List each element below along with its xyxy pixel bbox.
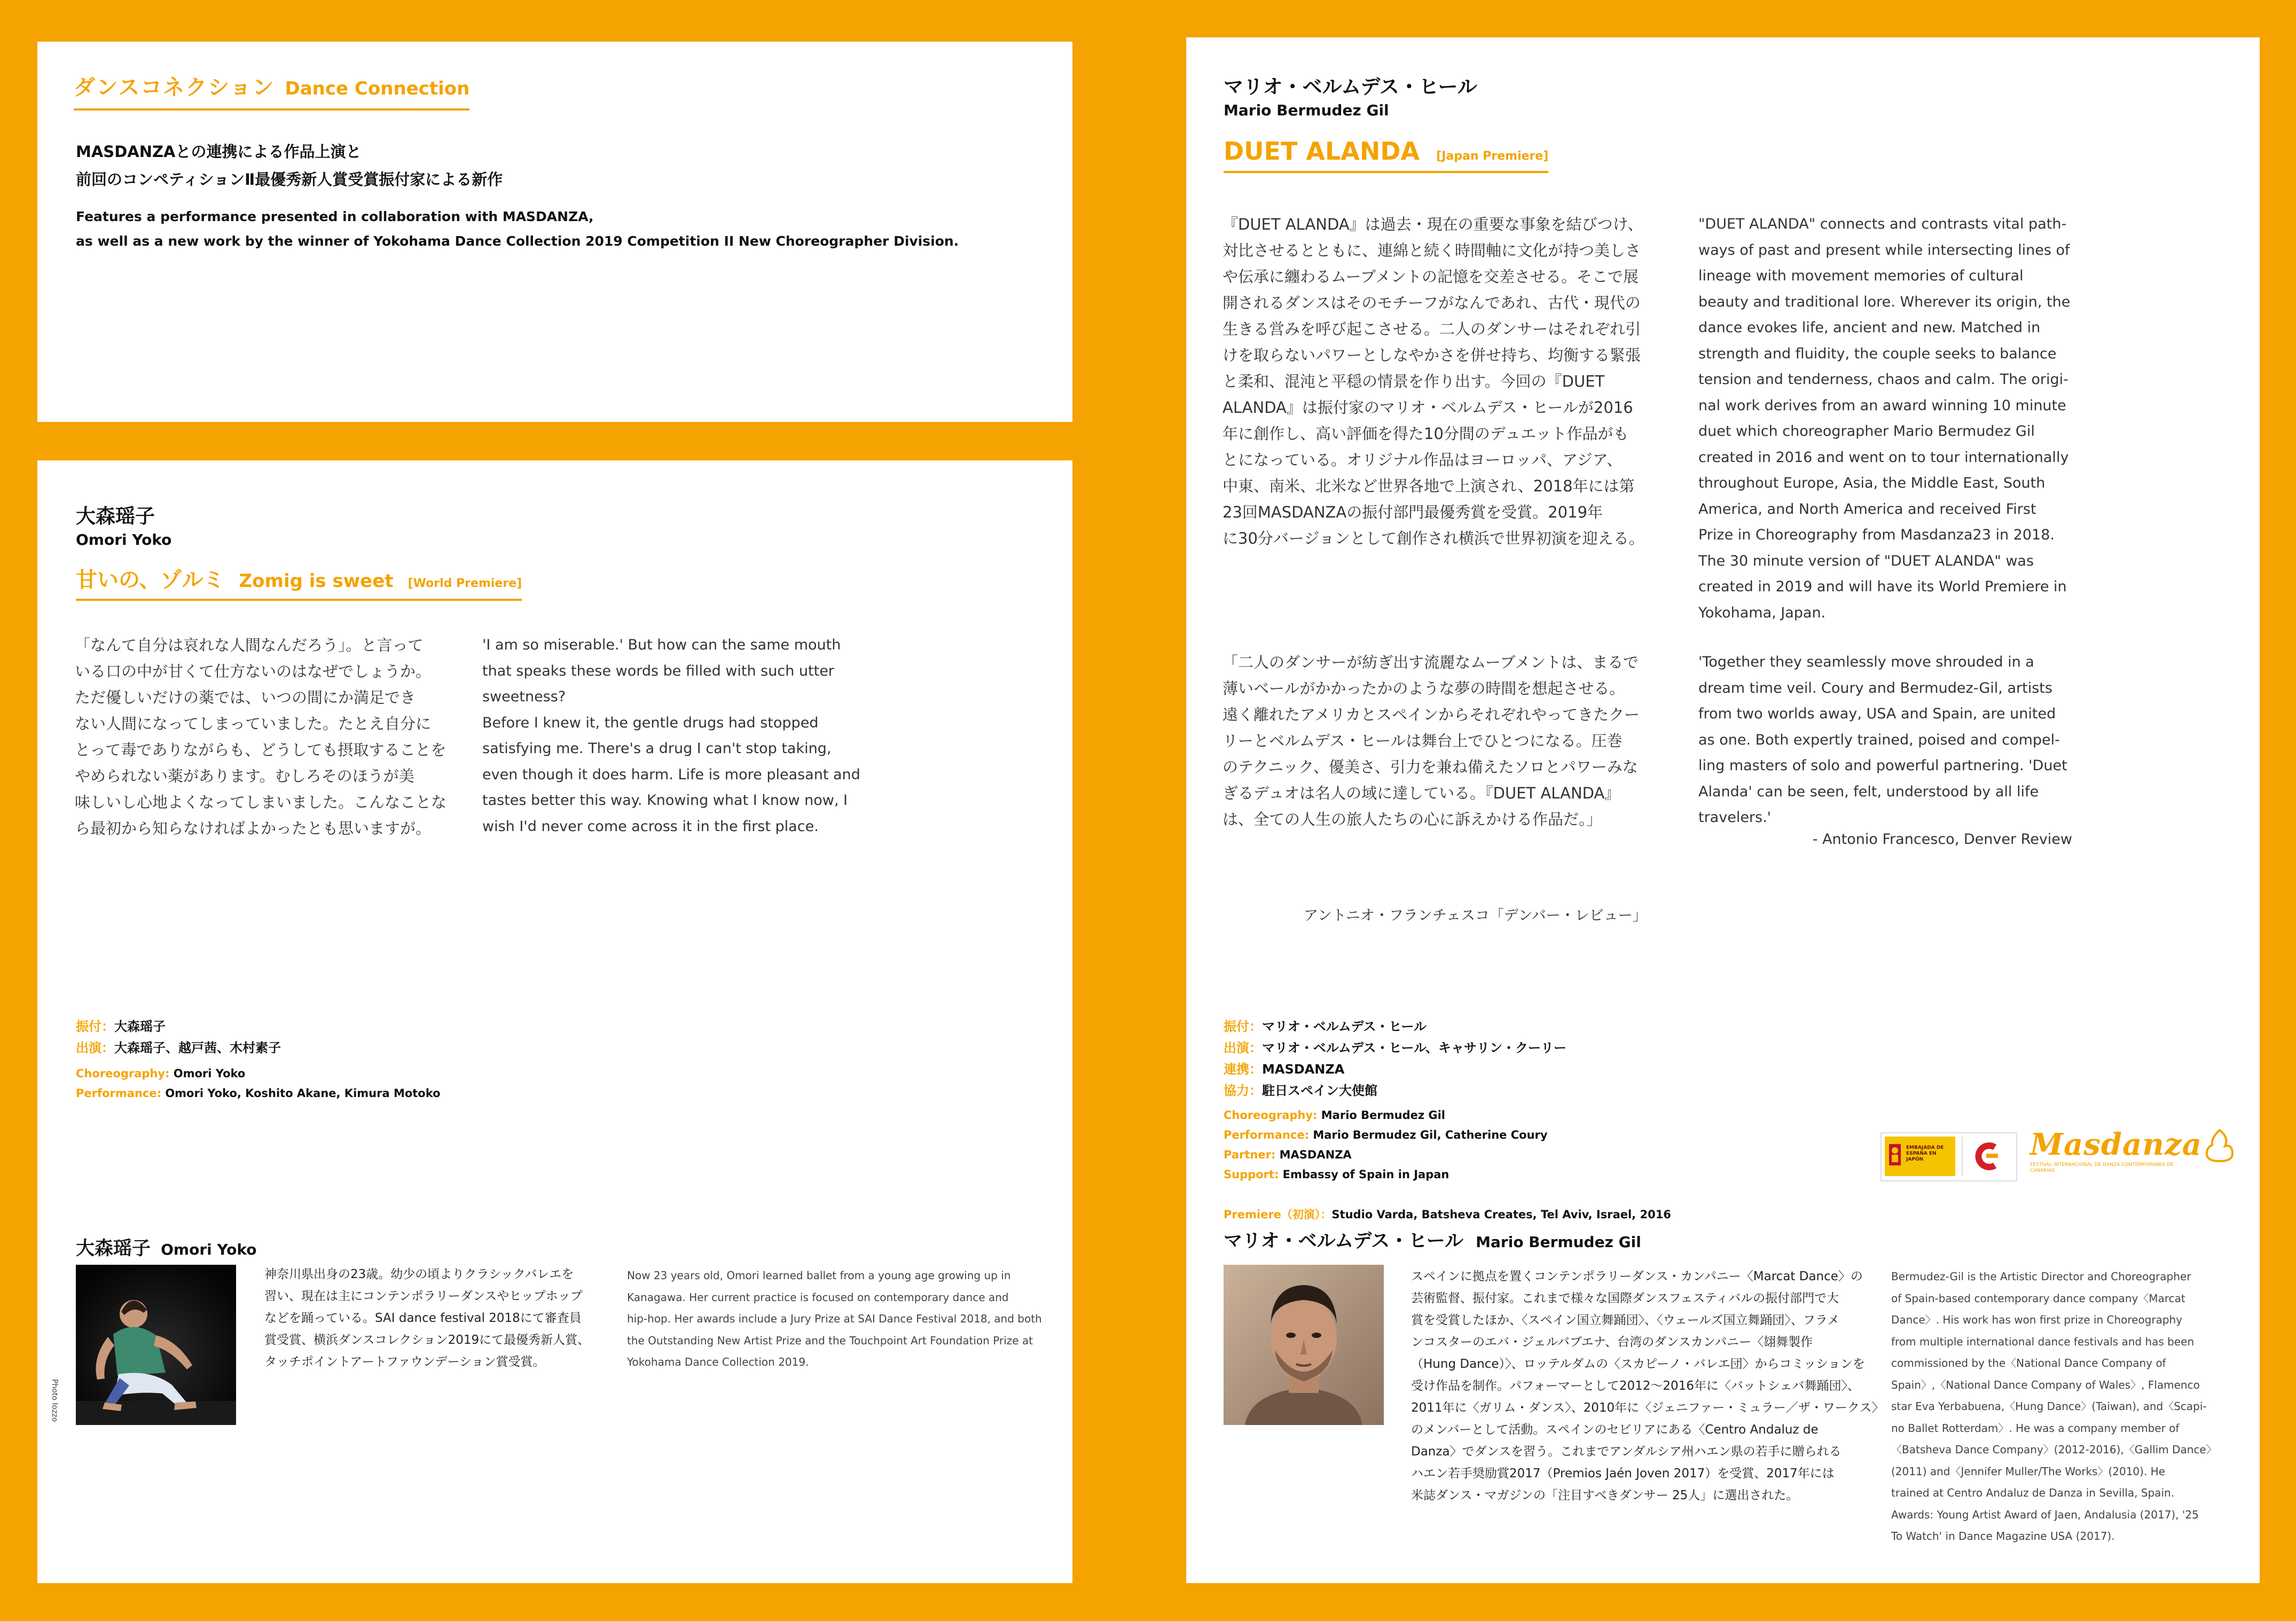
text-line: from two worlds away, USA and Spain, are united	[1698, 706, 2056, 722]
lead-en	[76, 205, 959, 254]
text-line: 習い、現在は主にコンテンポラリーダンスやヒップホップ	[264, 1289, 583, 1303]
text-line: ら最初から知らなければよかったとも思いますが。	[75, 819, 432, 837]
text-line: nal work derives from an award winning 10 minute	[1698, 397, 2066, 414]
credit-value: 大森瑶子、越戸茜、木村素子	[114, 1040, 281, 1055]
text-line: 薄いベールがかかったかのような夢の時間を想起させる。	[1223, 679, 1625, 698]
section-title	[74, 71, 469, 111]
text-line: （Hung Dance）〉、ロッテルダムの〈スカピーノ・バレエ団〉からコミッションを	[1411, 1357, 1865, 1371]
credit-value: 駐日スペイン大使館	[1262, 1083, 1377, 1098]
text-line: 年に創作し、高い評価を得た10分間のデュエット作品がも	[1223, 425, 1629, 443]
masdanza-logo	[2030, 1127, 2244, 1186]
text-line: sweetness?	[482, 688, 566, 705]
embassy-logo	[1880, 1132, 2017, 1181]
text-line: ない人間になってしまっていました。たとえ自分に	[75, 715, 432, 733]
embassy-flag	[1885, 1137, 1955, 1176]
text-line: 23回MASDANZAの振付部門最優秀賞を受賞。2019年	[1223, 503, 1603, 521]
text-line: wish I'd never come across it in the first place.	[482, 818, 819, 835]
text-line: やめられない薬があります。むしろそのほうが美	[75, 767, 414, 785]
credit-row	[1224, 1145, 1548, 1165]
photo-credit: Photo Iozzo	[50, 1379, 59, 1422]
dancer-silhouette-icon	[76, 1265, 236, 1425]
text-line: 中東、南米、北米など世界各地で上演され、2018年には第	[1223, 477, 1635, 495]
credit-key: Performance:	[1224, 1129, 1313, 1141]
text-line: とって毒でありながらも、どうしても摂取することを	[75, 741, 446, 759]
text-line: (2011) and〈Jennifer Muller/The Works〉(2010). He	[1891, 1465, 2166, 1478]
section-title-en: Dance Connection	[285, 78, 470, 99]
text-line: 開されるダンスはそのモチーフがなんであれ、古代・現代の	[1223, 294, 1641, 312]
artist-name-jp: マリオ・ベルムデス・ヒール	[1224, 75, 1477, 98]
credit-row	[1224, 1016, 1566, 1037]
text-line: ハエン若手奨励賞2017（Premios Jaén Joven 2017）を受賞、2017年には	[1411, 1467, 1835, 1481]
text-line: tastes better this way. Knowing what I know now, I	[482, 792, 848, 809]
text-line: 神奈川県出身の23歳。幼少の頃よりクラシックバレエを	[264, 1267, 574, 1281]
credit-key: Partner:	[1224, 1148, 1280, 1161]
text-line: hip-hop. Her awards include a Jury Prize at SAI Dance Festival 2018, and both	[627, 1312, 1042, 1325]
text-line: dance evokes life, ancient and new. Matched in	[1698, 319, 2041, 336]
text-line: ALANDA』は振付家のマリオ・ベルムデス・ヒールが2016	[1223, 398, 1633, 417]
text-line: ただ優しいだけの薬では、いつの間にか満足でき	[75, 688, 416, 707]
work-title	[1224, 137, 1548, 173]
text-line: に30分バージョンとして創作され横浜で世界初演を迎える。	[1223, 529, 1644, 547]
dance-connection-panel	[37, 42, 1072, 422]
credits-jp	[76, 1016, 281, 1059]
text-line: 賞受賞、横浜ダンスコレクション2019にて最優秀新人賞、	[264, 1333, 590, 1347]
premiere-value: Studio Varda, Batsheva Creates, Tel Aviv, Israel, 2016	[1331, 1208, 1671, 1221]
text-line: スペインに拠点を置くコンテンポラリーダンス・カンパニー〈Marcat Dance〉の	[1411, 1270, 1863, 1283]
artist-header	[1224, 71, 1477, 119]
bio-name-en: Mario Bermudez Gil	[1476, 1233, 1641, 1251]
credit-value: マリオ・ベルムデス・ヒール	[1262, 1019, 1427, 1034]
work-title-en: DUET ALANDA	[1224, 137, 1420, 166]
text-line: 米誌ダンス・マガジンの「注目すべきダンサー 25人」に選出された。	[1411, 1489, 1799, 1502]
text-line: of Spain-based contemporary dance company〈Marcat	[1891, 1291, 2185, 1305]
text-line: 生きる営みを呼び起こさせる。二人のダンサーはそれぞれ引	[1223, 320, 1641, 338]
text-line: のメンバーとして活動。スペインのセビリアにある〈Centro Andaluz de	[1411, 1423, 1819, 1437]
text-line: travelers.'	[1698, 809, 1772, 826]
text-line: けを取らないパワーとしなやかさを併せ持ち、均衡する緊張	[1223, 346, 1641, 364]
credit-value: Embassy of Spain in Japan	[1282, 1168, 1449, 1181]
text-line: Dance〉. His work has won first prize in Choreography	[1891, 1313, 2183, 1326]
credit-value: Omori Yoko, Koshito Akane, Kimura Motoko	[165, 1087, 441, 1100]
quote-en	[1698, 649, 2142, 831]
credit-key: 協力：	[1224, 1083, 1262, 1098]
text-line: 芸術監督、振付家。これまで様々な国際ダンスフェスティバルの振付部門で大	[1411, 1291, 1839, 1305]
bio-jp	[264, 1264, 638, 1373]
lead-en-line: as well as a new work by the winner of Yokohama Dance Collection 2019 Competition II New Choreographer Division.	[76, 233, 959, 249]
credit-row	[76, 1084, 441, 1103]
cultural-mark	[1962, 1137, 2013, 1176]
text-line: duet which choreographer Mario Bermudez Gil	[1698, 423, 2035, 440]
c-mark-icon	[1963, 1137, 2013, 1176]
text-line: Kanagawa. Her current practice is focused on contemporary dance and	[627, 1290, 1009, 1304]
description-en	[1698, 212, 2142, 626]
text-line: The 30 minute version of "DUET ALANDA" was	[1698, 552, 2034, 569]
lead-jp-line: MASDANZAとの連携による作品上演と	[76, 143, 362, 161]
text-line: Bermudez-Gil is the Artistic Director and Choreographer	[1891, 1270, 2191, 1283]
masdanza-flame-icon	[2201, 1127, 2238, 1164]
description-jp	[75, 632, 491, 842]
artist-name-en: Omori Yoko	[76, 531, 172, 549]
credit-key: Choreography:	[1224, 1109, 1321, 1122]
text-line: ways of past and present while intersecting lines of	[1698, 241, 2070, 259]
text-line: リーとベルムデス・ヒールは舞台上でひとつになる。圧巻	[1223, 732, 1623, 750]
quote-jp	[1223, 649, 1682, 833]
text-line: タッチポイントアートファウンデーション賞受賞。	[264, 1355, 545, 1369]
credit-row	[76, 1016, 281, 1037]
bio-jp	[1411, 1266, 1913, 1507]
premiere-info	[1224, 1205, 1671, 1225]
credits-en	[1224, 1106, 1548, 1185]
lead-en-line: Features a performance presented in collaboration with MASDANZA,	[76, 209, 594, 224]
text-line: from multiple international dance festivals and has been	[1891, 1335, 2195, 1348]
lead-jp	[76, 138, 503, 193]
text-line: created in 2016 and went on to tour internationally	[1698, 449, 2069, 466]
quote-en-source: - Antonio Francesco, Denver Review	[1812, 831, 2072, 848]
mario-panel	[1186, 37, 2260, 1583]
credit-value: MASDANZA	[1262, 1062, 1345, 1077]
text-line: America, and North America and received First	[1698, 500, 2036, 518]
artist-name-en: Mario Bermudez Gil	[1224, 101, 1389, 119]
credits-en	[76, 1064, 441, 1103]
mario-photo	[1224, 1265, 1384, 1425]
text-line: throughout Europe, Asia, the Middle East, South	[1698, 475, 2046, 491]
credit-row	[1224, 1165, 1548, 1185]
text-line: lineage with movement memories of cultural	[1698, 268, 2024, 284]
quote-jp-source: アントニオ・フランチェスコ「デンバー・レビュー」	[1304, 907, 1647, 924]
embassy-text: EMBAJADA DE ESPAÑA EN JAPÓN	[1906, 1145, 1944, 1162]
credit-row	[1224, 1125, 1548, 1145]
text-line: 味しいし心地よくなってしまいました。こんなことな	[75, 793, 447, 811]
text-line: Spain〉,〈National Dance Company of Wales〉, Flamenco	[1891, 1378, 2200, 1391]
text-line: To Watch' in Dance Magazine USA (2017).	[1891, 1530, 2115, 1542]
description-en	[482, 632, 867, 840]
text-line: 遠く離れたアメリカとスペインからそれぞれやってきたクー	[1223, 706, 1640, 724]
text-line: や伝承に纏わるムーブメントの記憶を交差させる。そこで展	[1223, 268, 1639, 286]
bio-heading	[1224, 1226, 1641, 1253]
text-line: ling masters of solo and powerful partnering. 'Duet	[1698, 757, 2067, 774]
text-line: star Eva Yerbabuena,〈Hung Dance〉(Taiwan), and〈Scapi-	[1891, 1400, 2207, 1413]
bio-name-en: Omori Yoko	[161, 1241, 257, 1258]
text-line: no Ballet Rotterdam〉. He was a company member of	[1891, 1421, 2180, 1435]
credit-row	[76, 1037, 281, 1059]
text-line: と柔和、混沌と平穏の情景を作り出す。今回の『DUET	[1223, 372, 1605, 390]
bio-heading	[76, 1234, 257, 1260]
text-line: Before I knew it, the gentle drugs had stopped	[482, 714, 819, 731]
text-line: Prize in Choreography from Masdanza23 in 2018.	[1698, 527, 2055, 543]
text-line: とになっている。オリジナル作品はヨーロッパ、アジア、	[1223, 451, 1623, 469]
credit-row	[1224, 1037, 1566, 1059]
bio-en	[627, 1265, 1065, 1373]
text-line: commissioned by the〈National Dance Company of	[1891, 1357, 2166, 1369]
text-line: the Outstanding New Artist Prize and the Touchpoint Art Foundation Prize at	[627, 1334, 1033, 1347]
text-line: 賞を受賞したほか、〈スペイン国立舞踊団〉、〈ウェールズ国立舞踊団〉、フラメ	[1411, 1313, 1840, 1327]
masdanza-wordmark: Masdanza	[2030, 1127, 2203, 1162]
text-line: のテクニック、優美さ、引力を兼ね備えたソロとパワーみな	[1223, 758, 1638, 776]
credit-key: 振付：	[1224, 1019, 1262, 1034]
omori-panel	[37, 460, 1072, 1583]
premiere-tag: [World Premiere]	[408, 577, 522, 590]
credit-value: MASDANZA	[1279, 1148, 1352, 1161]
omori-photo	[76, 1265, 236, 1425]
credit-value: Mario Bermudez Gil	[1321, 1109, 1446, 1122]
text-line: as one. Both expertly trained, poised and compel-	[1698, 731, 2060, 748]
lead-jp-line: 前回のコンペティションⅡ最優秀新人賞受賞振付家による新作	[76, 170, 503, 189]
artist-name-jp: 大森瑶子	[76, 505, 155, 528]
text-line: Alanda' can be seen, felt, understood by all life	[1698, 783, 2039, 800]
text-line: 受け作品を制作。パフォーマーとして2012〜2016年に〈バットシェバ舞踊団〉、	[1411, 1379, 1860, 1393]
premiere-tag: [Japan Premiere]	[1436, 150, 1549, 163]
text-line: などを踊っている。SAI dance festival 2018にて審査員	[264, 1311, 582, 1325]
description-jp	[1223, 212, 1682, 552]
credit-key: 連携：	[1224, 1062, 1262, 1077]
work-title-jp: 甘いの、ゾルミ	[76, 568, 225, 592]
text-line: Now 23 years old, Omori learned ballet from a young age growing up in	[627, 1269, 1011, 1282]
credit-key: Support:	[1224, 1168, 1283, 1181]
text-line: ンコスターのエバ・ジェルバブエナ、台湾のダンスカンパニー〈翃舞製作	[1411, 1335, 1813, 1349]
text-line: 'I am so miserable.' But how can the same mouth	[482, 637, 841, 653]
text-line: even though it does harm. Life is more pleasant and	[482, 766, 860, 783]
bio-name-jp: マリオ・ベルムデス・ヒール	[1224, 1231, 1464, 1252]
text-line: Danza〉でダンスを習う。これまでアンダルシア州ハエン県の若手に贈られる	[1411, 1445, 1841, 1459]
text-line: tension and tenderness, chaos and calm. The origi-	[1698, 371, 2068, 388]
credit-key: Choreography:	[76, 1067, 174, 1080]
text-line: strength and fluidity, the couple seeks to balance	[1698, 345, 2057, 362]
credit-key: 出演：	[76, 1040, 114, 1055]
text-line: Awards: Young Artist Award of Jaen, Andalusia (2017), '25	[1891, 1508, 2199, 1521]
text-line: Yokohama, Japan.	[1698, 604, 1826, 621]
text-line: 〈Batsheva Dance Company〉(2012-2016),〈Gallim Dance〉	[1891, 1443, 2217, 1456]
credit-value: マリオ・ベルムデス・ヒール、キャサリン・クーリー	[1262, 1040, 1566, 1055]
artist-header	[76, 500, 171, 549]
masdanza-tagline: FESTIVAL INTERNACIONAL DE DANZA CONTEMPORÁNEA DE CANARIAS	[2030, 1162, 2174, 1173]
text-line: 対比させるとともに、連綿と続く時間軸に文化が持つ美しさ	[1223, 241, 1641, 260]
text-line: beauty and traditional lore. Wherever its origin, the	[1698, 293, 2071, 310]
text-line: created in 2019 and will have its World Premiere in	[1698, 578, 2067, 595]
credit-row	[1224, 1080, 1566, 1101]
text-line: 2011年に〈ガリム・ダンス〉、2010年に〈ジェニファー・ミュラー／ザ・ワークス〉	[1411, 1401, 1884, 1415]
bio-en	[1891, 1266, 2260, 1547]
text-line: trained at Centro Andaluz de Danza in Sevilla, Spain.	[1891, 1486, 2175, 1499]
premiere-key: Premiere（初演）：	[1224, 1208, 1332, 1221]
credit-value: Omori Yoko	[173, 1067, 246, 1080]
bio-name-jp: 大森瑶子	[76, 1238, 151, 1259]
credit-value: 大森瑶子	[114, 1019, 166, 1034]
credit-value: Mario Bermudez Gil, Catherine Coury	[1313, 1129, 1548, 1141]
text-line: dream time veil. Coury and Bermudez-Gil, artists	[1698, 679, 2052, 696]
text-line: satisfying me. There's a drug I can't stop taking,	[482, 740, 832, 757]
text-line: 「二人のダンサーが紡ぎ出す流麗なムーブメントは、まるで	[1223, 653, 1639, 671]
credit-row	[76, 1064, 441, 1084]
text-line: は、全ての人生の旅人たちの心に訴えかける作品だ。」	[1223, 810, 1602, 828]
credit-key: 振付：	[76, 1019, 114, 1034]
credit-key: Performance:	[76, 1087, 166, 1100]
credit-key: 出演：	[1224, 1040, 1262, 1055]
credit-row	[1224, 1106, 1548, 1125]
text-line: 「なんて自分は哀れな人間なんだろう」。と言って	[75, 636, 424, 654]
text-line: 『DUET ALANDA』は過去・現在の重要な事象を結びつけ、	[1223, 215, 1643, 233]
work-title	[76, 563, 522, 601]
work-title-en: Zomig is sweet	[239, 570, 394, 592]
credits-jp	[1224, 1016, 1566, 1101]
text-line: that speaks these words be filled with such utter	[482, 662, 834, 679]
text-line: 'Together they seamlessly move shrouded in a	[1698, 654, 2034, 670]
text-line: ぎるデュオは名人の域に達している。『DUET ALANDA』	[1223, 784, 1620, 802]
text-line: "DUET ALANDA" connects and contrasts vital path-	[1698, 216, 2067, 232]
section-title-jp: ダンスコネクション	[74, 75, 275, 100]
credit-row	[1224, 1059, 1566, 1080]
text-line: Yokohama Dance Collection 2019.	[627, 1356, 809, 1368]
portrait-icon	[1224, 1265, 1384, 1425]
text-line: いる口の中が甘くて仕方ないのはなぜでしょうか。	[75, 662, 432, 680]
